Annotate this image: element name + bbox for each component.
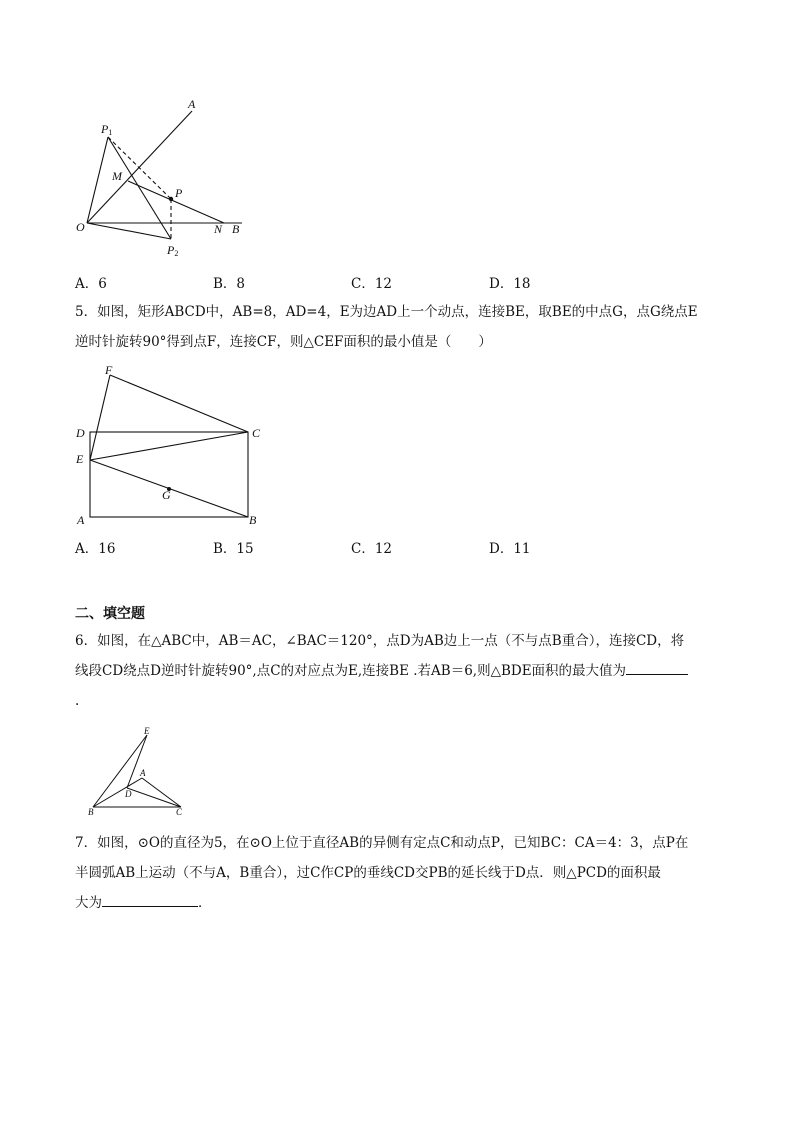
- q5-options: [75, 537, 627, 557]
- point-P-dot: [169, 197, 173, 201]
- segment-AC: [142, 778, 181, 807]
- segment-BA: [93, 778, 142, 807]
- q5-option-c: C．12: [351, 541, 393, 557]
- q4-options: [75, 272, 627, 292]
- segment-FC: [110, 375, 248, 432]
- label-M: M: [112, 169, 122, 183]
- q5-option-a: A．16: [75, 541, 116, 557]
- q6-line-3: .: [75, 693, 80, 709]
- label-C: C: [176, 807, 183, 817]
- q6-text: [75, 626, 725, 716]
- label-B: B: [232, 222, 240, 236]
- label-D: D: [76, 426, 85, 440]
- label-E: E: [76, 452, 84, 466]
- q7-line-1: 7．如图，⊙O的直径为5，在⊙O上位于直径AB的异侧有定点C和动点P，已知BC：CA＝4：3，点P在: [75, 835, 689, 851]
- segment-OP2: [87, 223, 171, 239]
- q4-option-a: A．6: [75, 276, 107, 292]
- segment-DC: [127, 788, 181, 807]
- q5-text: [75, 297, 725, 357]
- label-P1: P1: [101, 122, 113, 137]
- q7-text: [75, 828, 725, 918]
- segment-EF: [90, 375, 110, 460]
- label-P: P: [175, 186, 183, 200]
- q6-answer-blank[interactable]: [626, 673, 688, 675]
- q6-line-2: 线段CD绕点D逆时针旋转90°,点C的对应点为E,连接BE .若AB＝6,则△BDE面积的最大值为: [75, 656, 725, 686]
- label-C: C: [252, 426, 261, 440]
- label-P2: P2: [167, 243, 179, 258]
- q5-option-d: D．11: [489, 541, 531, 557]
- q7-answer-blank[interactable]: [102, 905, 198, 907]
- section-title: 二、填空题: [75, 606, 145, 622]
- label-B: B: [249, 513, 257, 527]
- segment-P1P2: [108, 137, 171, 239]
- label-G: G: [162, 488, 171, 502]
- q4-figure: [70, 95, 260, 265]
- q5-line-1: 5．如图，矩形ABCD中，AB=8，AD=4，E为边AD上一个动点，连接BE，取BE的中点G，点G绕点E: [75, 304, 698, 320]
- label-D: D: [125, 789, 132, 799]
- q7-line-3: 大为 ．: [75, 895, 212, 911]
- q5-line-2: 逆时针旋转90°得到点F，连接CF，则△CEF面积的最小值是（ ）: [75, 334, 492, 350]
- label-E: E: [144, 726, 150, 736]
- segment-BE: [93, 735, 147, 807]
- q7-line-2: 半圆弧AB上运动（不与A，B重合），过C作CP的垂线CD交PB的延长线于D点．则△PCD的面积最: [75, 865, 661, 881]
- label-A: A: [140, 768, 146, 778]
- rectangle-ABCD: [90, 432, 248, 517]
- label-O: O: [76, 220, 85, 234]
- q4-option-b: B．8: [213, 276, 246, 292]
- label-F: F: [105, 363, 113, 377]
- dashed-P1P: [108, 137, 171, 199]
- q5-option-b: B．15: [213, 541, 254, 557]
- q4-option-d: D．18: [489, 276, 531, 292]
- segment-OP1: [87, 137, 108, 223]
- q4-option-c: C．12: [351, 276, 393, 292]
- label-N: N: [214, 222, 223, 236]
- label-A: A: [188, 97, 196, 111]
- label-A: A: [77, 513, 85, 527]
- label-B: B: [88, 807, 94, 817]
- q5-figure: [70, 362, 270, 532]
- segment-EC: [90, 432, 248, 460]
- q6-figure: [85, 725, 195, 820]
- q6-line-1: 6．如图，在△ABC中，AB＝AC，∠BAC＝120°，点D为AB边上一点（不与点B重合），连接CD，将: [75, 633, 685, 649]
